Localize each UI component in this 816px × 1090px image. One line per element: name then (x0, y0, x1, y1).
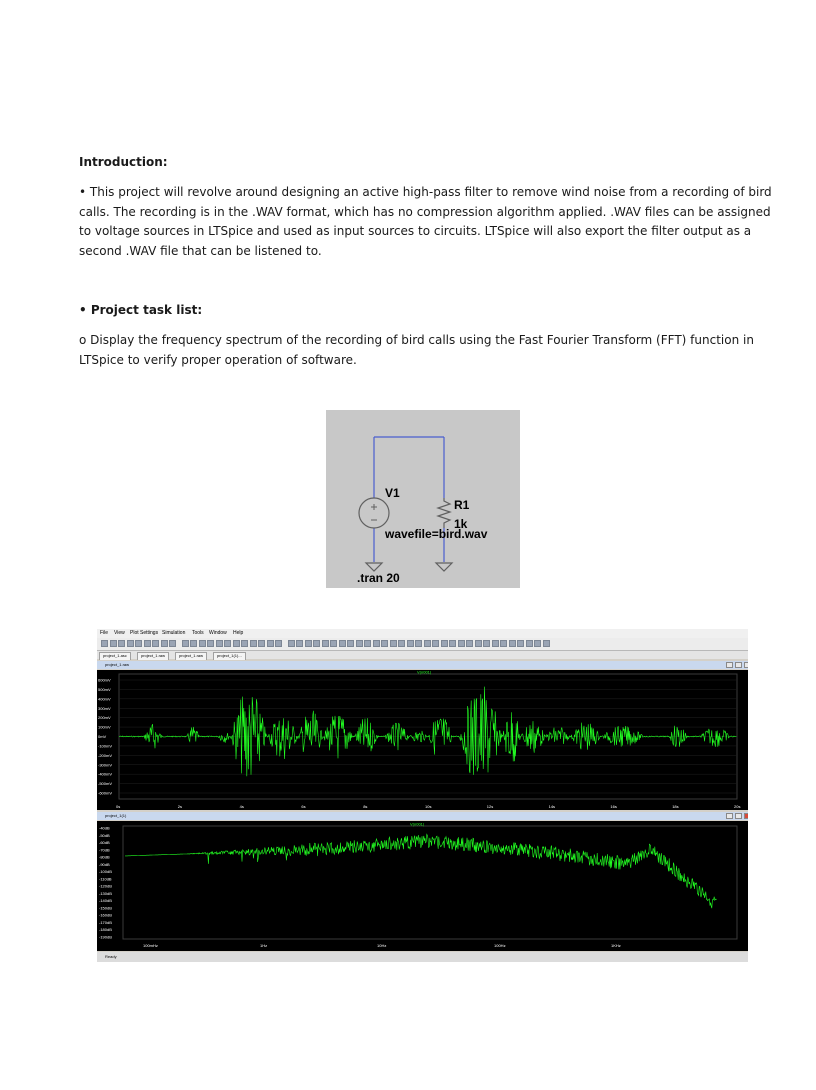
toolbar-button[interactable] (339, 640, 346, 647)
toolbar-button[interactable] (517, 640, 524, 647)
toolbar-button[interactable] (182, 640, 189, 647)
tab-fft[interactable]: project_1(1)... (213, 652, 246, 660)
toolbar-button[interactable] (152, 640, 159, 647)
fft-plot-panel[interactable] (97, 821, 748, 951)
toolbar-button[interactable] (356, 640, 363, 647)
r1-label: R1 (454, 498, 470, 512)
y-tick-label: 500mV (98, 686, 111, 692)
toolbar-button[interactable] (500, 640, 507, 647)
time-trace-label: V(n001) (417, 670, 432, 675)
y-tick-label: -200mV (98, 752, 113, 758)
toolbar-button[interactable] (381, 640, 388, 647)
x-tick-label: 4s (239, 804, 244, 809)
toolbar-button[interactable] (207, 640, 214, 647)
y-tick-label: -90dB (99, 861, 110, 867)
x-tick-label: 14s (548, 804, 556, 809)
toolbar-button[interactable] (110, 640, 117, 647)
toolbar-button[interactable] (373, 640, 380, 647)
y-tick-label: -190dB (99, 934, 112, 940)
toolbar-button[interactable] (169, 640, 176, 647)
toolbar-button[interactable] (509, 640, 516, 647)
toolbar-button[interactable] (190, 640, 197, 647)
toolbar-button[interactable] (398, 640, 405, 647)
toolbar-button[interactable] (441, 640, 448, 647)
toolbar-button[interactable] (275, 640, 282, 647)
x-tick-label: 0s (116, 804, 121, 809)
toolbar-button[interactable] (424, 640, 431, 647)
r1-value: 1k (454, 517, 468, 531)
task-item (79, 331, 754, 370)
toolbar-button[interactable] (199, 640, 206, 647)
fft-pane-titlebar (97, 812, 748, 820)
toolbar-button[interactable] (305, 640, 312, 647)
y-tick-label: -500mV (98, 781, 113, 787)
y-tick-label: -140dB (99, 898, 112, 904)
introduction-line: calls. The recording is in the .WAV format, which has no compression algorithm applied. .WAV files can be assigned (79, 204, 771, 219)
x-tick-label: 100mHz (143, 943, 158, 948)
toolbar-button[interactable] (267, 640, 274, 647)
y-tick-label: -120dB (99, 883, 112, 889)
y-tick-label: -80dB (99, 854, 110, 860)
x-tick-label: 6s (301, 804, 306, 809)
y-tick-label: -130dB (99, 890, 112, 896)
tab-schematic[interactable]: project_1.asc (99, 652, 131, 660)
ltspice-window (97, 629, 748, 962)
y-tick-label: -110dB (99, 876, 112, 882)
introduction-line: second .WAV file that can be listened to. (79, 243, 322, 258)
menu-view[interactable]: View (114, 630, 125, 636)
toolbar-button[interactable] (127, 640, 134, 647)
task-item-line: o Display the frequency spectrum of the recording of bird calls using the Fast Fourier Transform (FFT) function in (79, 333, 754, 347)
ground-symbol-r1 (436, 563, 452, 571)
x-tick-label: 100Hz (494, 943, 506, 948)
y-tick-label: 100mV (98, 724, 111, 730)
schematic-drawing (326, 410, 520, 588)
time-pane-title: project_1.raw (105, 662, 130, 667)
toolbar-button[interactable] (483, 640, 490, 647)
menu-tools[interactable]: Tools (192, 630, 204, 636)
toolbar-button[interactable] (415, 640, 422, 647)
toolbar-button[interactable] (492, 640, 499, 647)
x-tick-label: 10s (425, 804, 432, 809)
ground-symbol-v1 (366, 563, 382, 571)
time-plot-panel[interactable] (97, 670, 748, 810)
menu-window[interactable]: Window (209, 630, 227, 636)
menu-bar (97, 629, 748, 638)
toolbar-button[interactable] (322, 640, 329, 647)
toolbar-button[interactable] (250, 640, 257, 647)
toolbar-button[interactable] (224, 640, 231, 647)
y-tick-label: -70dB (99, 847, 110, 853)
toolbar-button[interactable] (390, 640, 397, 647)
menu-help[interactable]: Help (233, 630, 244, 636)
schematic-image (326, 410, 520, 588)
introduction-line: • This project will revolve around designing an active high-pass filter to remove wind noise from a recording of bird (79, 185, 772, 199)
y-tick-label: 400mV (98, 696, 111, 702)
toolbar-button[interactable] (118, 640, 125, 647)
toolbar-button[interactable] (216, 640, 223, 647)
toolbar-button[interactable] (364, 640, 371, 647)
y-tick-label: -150dB (99, 905, 112, 911)
y-tick-label: -300mV (98, 762, 113, 768)
toolbar-button[interactable] (466, 640, 473, 647)
fft-trace-label: V(n001) (410, 821, 425, 827)
toolbar-button[interactable] (258, 640, 265, 647)
x-tick-label: 12s (486, 804, 494, 809)
toolbar-button[interactable] (458, 640, 465, 647)
toolbar-button[interactable] (526, 640, 533, 647)
toolbar-button[interactable] (475, 640, 482, 647)
document-tabs (97, 651, 748, 659)
x-tick-label: 20s (734, 804, 741, 809)
maximize-icon[interactable] (735, 662, 742, 668)
y-tick-label: -50dB (99, 832, 110, 838)
x-tick-label: 2s (177, 804, 183, 809)
time-pane-titlebar (97, 661, 748, 669)
x-tick-label: 10Hz (377, 943, 387, 948)
y-tick-label: -180dB (99, 927, 112, 933)
menu-simulation[interactable]: Simulation (162, 630, 186, 636)
maximize-icon[interactable] (735, 813, 742, 819)
v1-value: wavefile=bird.wav (385, 527, 488, 541)
x-tick-label: 1KHz (611, 943, 621, 948)
toolbar-button[interactable] (449, 640, 456, 647)
toolbar-button[interactable] (432, 640, 439, 647)
toolbar-button[interactable] (288, 640, 295, 647)
close-icon[interactable] (744, 813, 748, 819)
task-item-line: LTSpice to verify proper operation of software. (79, 352, 357, 367)
tab-raw-2[interactable]: project_1.raw (175, 652, 207, 660)
voltage-source-symbol (359, 498, 389, 528)
toolbar-button[interactable] (347, 640, 354, 647)
resistor-symbol (438, 498, 450, 528)
y-tick-label: -100mV (98, 743, 113, 749)
x-tick-label: 18s (672, 804, 679, 809)
tran-directive: .tran 20 (357, 571, 400, 585)
toolbar-button[interactable] (161, 640, 168, 647)
fft-plot-frame (123, 826, 737, 939)
menu-file[interactable]: File (100, 630, 109, 636)
toolbar-button[interactable] (543, 640, 550, 647)
toolbar-button[interactable] (296, 640, 303, 647)
y-tick-label: -600mV (98, 790, 113, 796)
introduction-heading: Introduction: (79, 155, 168, 169)
introduction-paragraph (79, 183, 772, 261)
close-icon[interactable] (744, 662, 748, 668)
y-tick-label: 300mV (98, 705, 111, 711)
toolbar-button[interactable] (241, 640, 248, 647)
status-bar (97, 952, 748, 962)
y-tick-label: 200mV (98, 715, 111, 721)
y-tick-label: -40dB (99, 825, 110, 831)
toolbar-button[interactable] (144, 640, 151, 647)
toolbar-button[interactable] (313, 640, 320, 647)
y-tick-label: 0mV (98, 734, 107, 739)
minimize-icon[interactable] (726, 813, 733, 819)
toolbar-button[interactable] (101, 640, 108, 647)
x-tick-label: 1Hz (260, 943, 268, 948)
toolbar-button[interactable] (233, 640, 240, 647)
y-tick-label: 600mV (98, 677, 111, 683)
status-text: Ready (105, 954, 117, 959)
toolbar-button[interactable] (135, 640, 142, 647)
fft-pane-title: project_1(1) (105, 813, 127, 818)
toolbar-button[interactable] (534, 640, 541, 647)
menu-plot-settings[interactable]: Plot Settings (130, 630, 159, 636)
minimize-icon[interactable] (726, 662, 733, 668)
y-tick-label: -400mV (98, 771, 113, 777)
y-tick-label: -60dB (99, 840, 110, 846)
toolbar (97, 638, 748, 651)
y-tick-label: -170dB (99, 919, 112, 925)
toolbar-button[interactable] (407, 640, 414, 647)
y-tick-label: -100dB (99, 869, 112, 875)
tab-raw[interactable]: project_1.raw (137, 652, 169, 660)
y-tick-label: -160dB (99, 912, 112, 918)
toolbar-button[interactable] (330, 640, 337, 647)
time-plot[interactable] (97, 670, 748, 810)
task-list-heading: • Project task list: (79, 303, 203, 317)
time-waveform-trace (119, 687, 736, 777)
introduction-line: to voltage sources in LTSpice and used as input sources to circuits. LTSpice will also export the filter output as a (79, 224, 752, 238)
x-tick-label: 16s (610, 804, 617, 809)
fft-spectrum-trace (125, 834, 717, 908)
v1-label: V1 (385, 486, 400, 500)
x-tick-label: 8s (363, 804, 368, 809)
fft-plot[interactable] (97, 821, 748, 951)
